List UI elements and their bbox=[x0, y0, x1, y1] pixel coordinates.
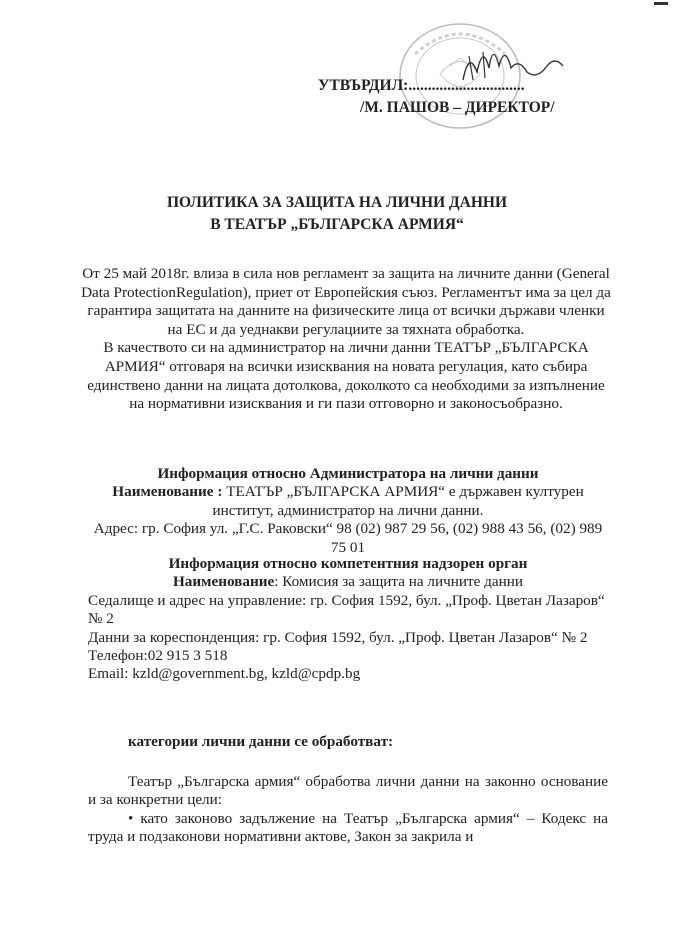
authority-heading: Информация относно компетентния надзорен орган bbox=[168, 555, 528, 572]
intro-paragraph-1: От 25 май 2018г. влиза в сила нов регламент за защита на личните данни (General Data ProtectionRegulation), приет от Европейския съюз. Регламентът има за цел да гарантира защитата на данните на физическите лица от всички държави членки на ЕС и да уеднакви регулациите за тяхната обработка. bbox=[81, 265, 611, 338]
administrator-address: Адрес: гр. София ул. „Г.С. Раковски“ 98 (02) 987 29 56, (02) 988 43 56, (02) 989 75 01 bbox=[93, 520, 603, 556]
processing-paragraph: Театър „Българска армия“ обработва лични данни на законно основание и за конкретни цели: bbox=[88, 773, 608, 809]
administrator-info bbox=[88, 465, 608, 557]
processing-bullet-1: • като законово задължение на Театър „Българска армия“ – Кодекс на труда и подзаконови нормативни актове, Закон за закрила и bbox=[88, 809, 608, 846]
authority-phone: Телефон:02 915 3 518 bbox=[88, 647, 228, 665]
administrator-name-label: Наименование : bbox=[112, 483, 223, 501]
document-title-line1: ПОЛИТИКА ЗА ЗАЩИТА НА ЛИЧНИ ДАННИ bbox=[166, 194, 508, 211]
administrator-name-value: ТЕАТЪР „БЪЛГАРСКА АРМИЯ“ е държавен културен институт, администратор на лични данни. bbox=[212, 483, 584, 519]
authority-name bbox=[88, 573, 608, 591]
authority-seat: Седалище и адрес на управление: гр. София 1592, бул. „Проф. Цветан Лазаров“ № 2 bbox=[88, 591, 605, 628]
intro-section bbox=[80, 265, 612, 414]
scan-edge-mark bbox=[654, 2, 668, 5]
categories-heading: категории лични данни се обработват: bbox=[128, 733, 394, 750]
approval-line bbox=[318, 77, 525, 95]
processing-section bbox=[88, 773, 608, 847]
administrator-heading: Информация относно Администратора на лични данни bbox=[157, 465, 539, 482]
authority-info bbox=[88, 555, 608, 684]
document-title-line2: В ТЕАТЪР „БЪЛГАРСКА АРМИЯ“ bbox=[210, 216, 464, 233]
approval-label: УТВЪРДИЛ: bbox=[318, 77, 409, 94]
administrator-name bbox=[88, 483, 608, 520]
intro-paragraph-2: В качеството си на администратор на лични данни ТЕАТЪР „БЪЛГАРСКА АРМИЯ“ отговаря на всички изисквания на новата регулация, като събира единствено данни на лицата дотолкова, доколкото са необходими за изпълнение на нормативни изисквания и ги пази отговорно и законосъобразно. bbox=[87, 339, 605, 413]
authority-name-label: Наименование bbox=[172, 573, 275, 591]
authority-name-value: : Комисия за защита на личните данни bbox=[274, 573, 524, 591]
authority-email: Email: kzld@government.bg, kzld@cpdp.bg bbox=[88, 665, 361, 683]
approval-dots: .............................. bbox=[408, 77, 525, 94]
director-name: /М. ПАШОВ – ДИРЕКТОР/ bbox=[360, 99, 555, 116]
authority-correspondence: Данни за кореспонденция: гр. София 1592, бул. „Проф. Цветан Лазаров“ № 2 bbox=[88, 628, 588, 646]
